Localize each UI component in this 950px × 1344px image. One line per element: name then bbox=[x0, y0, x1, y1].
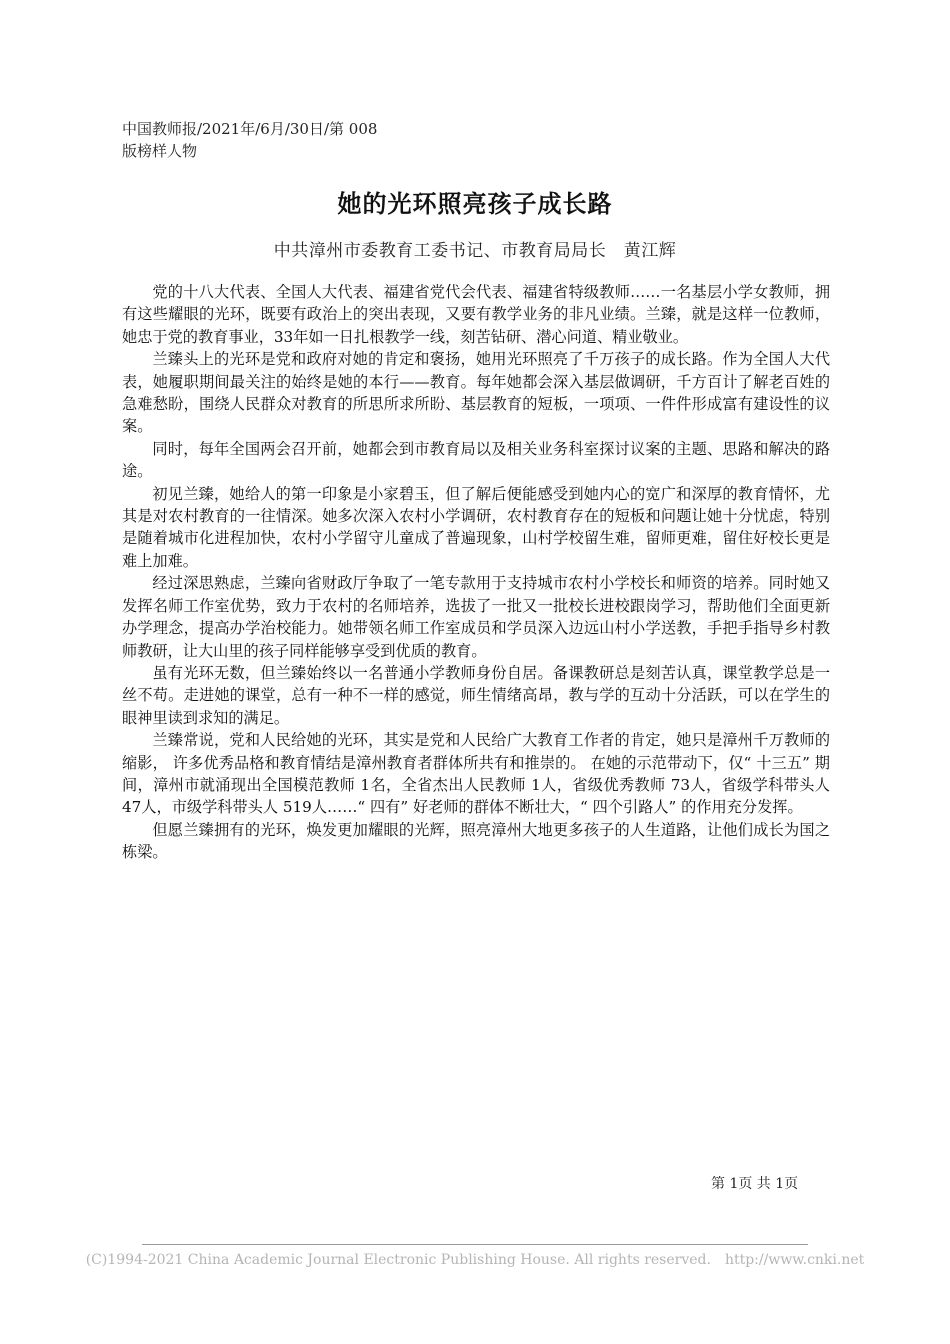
footer-divider bbox=[142, 1244, 808, 1245]
paragraph: 但愿兰臻拥有的光环，焕发更加耀眼的光辉，照亮漳州大地更多孩子的人生道路，让他们成长为国之栋梁。 bbox=[122, 820, 830, 862]
article-title: 她的光环照亮孩子成长路 bbox=[337, 189, 613, 218]
source-line-1: 中国教师报/2021年/6月/30日/第 008 bbox=[122, 120, 378, 138]
paragraph: 兰臻常说，党和人民给她的光环，其实是党和人民给广大教育工作者的肯定，她只是漳州千万教师的缩影， 许多优秀品格和教育情结是漳州教育者群体所共有和推崇的。 在她的示范带动下，仅“ 十三五” 期间，漳州市就涌现出全国模范教师 1名，全省杰出人民教师 1人，省级优秀教师 73人，省级学科带头人 47人，市级学科带头人 519人……“ 四有” 好老师的群体不断壮大，“ 四个引路人” 的作用充分发挥。 bbox=[122, 731, 830, 817]
source-line-2: 版榜样人物 bbox=[122, 142, 198, 160]
paragraph: 初见兰臻，她给人的第一印象是小家碧玉，但了解后便能感受到她内心的宽广和深厚的教育情怀，尤其是对农村教育的一往情深。她多次深入农村小学调研，农村教育存在的短板和问题让她十分忧虑，特别是随着城市化进程加快，农村小学留守儿童成了普遍现象，山村学校留生难，留师更难，留住好校长更是难上加难。 bbox=[122, 484, 830, 570]
paragraph: 兰臻头上的光环是党和政府对她的肯定和褒扬，她用光环照亮了千万孩子的成长路。作为全国人大代表，她履职期间最关注的始终是她的本行——教育。每年她都会深入基层做调研，千方百计了解老百姓的急难愁盼，围绕人民群众对教育的所思所求所盼、基层教育的短板，一项项、一件件形成富有建设性的议案。 bbox=[122, 350, 830, 436]
page-number: 第 1页 共 1页 bbox=[711, 1176, 799, 1192]
paragraph: 经过深思熟虑，兰臻向省财政厅争取了一笔专款用于支持城市农村小学校长和师资的培养。同时她又发挥名师工作室优势，致力于农村的名师培养，选拔了一批又一批校长进校跟岗学习，帮助他们全面更新办学理念，提高办学治校能力。她带领名师工作室成员和学员深入边远山村小学送教，手把手指导乡村教师教研，让大山里的孩子同样能够享受到优质的教育。 bbox=[122, 574, 830, 660]
paragraph: 同时，每年全国两会召开前，她都会到市教育局以及相关业务科室探讨议案的主题、思路和解决的路途。 bbox=[122, 439, 830, 481]
copyright-footer: (C)1994-2021 China Academic Journal Electronic Publishing House. All rights reserved. http://www.cnki.net bbox=[85, 1252, 865, 1268]
paragraph: 虽有光环无数，但兰臻始终以一名普通小学教师身份自居。备课教研总是刻苦认真，课堂教学总是一丝不苟。走进她的课堂，总有一种不一样的感觉，师生情绪高昂，教与学的互动十分活跃，可以在学生的眼神里读到求知的满足。 bbox=[122, 663, 830, 727]
article-body bbox=[122, 281, 830, 864]
article-author: 中共漳州市委教育工委书记、市教育局局长 黄江辉 bbox=[273, 241, 677, 261]
paragraph: 党的十八大代表、全国人大代表、福建省党代会代表、福建省特级教师……一名基层小学女教师，拥有这些耀眼的光环，既要有政治上的突出表现，又要有教学业务的非凡业绩。兰臻，就是这样一位教师，她忠于党的教育事业，33年如一日扎根教学一线，刻苦钻研、潜心问道、精业敬业。 bbox=[122, 283, 830, 346]
source-citation bbox=[122, 118, 377, 162]
